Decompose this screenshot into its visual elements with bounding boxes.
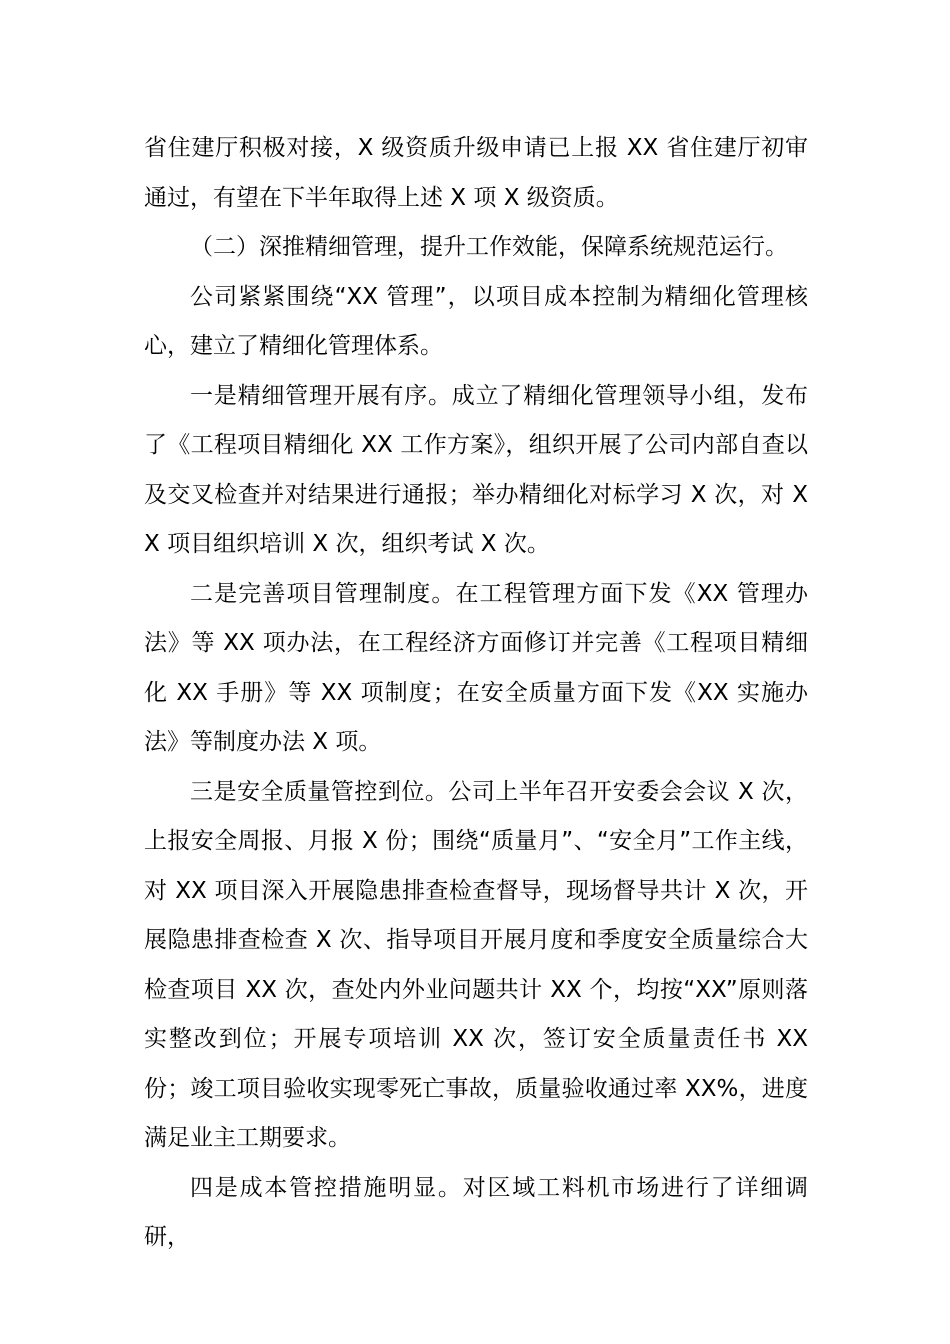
document-body bbox=[144, 124, 808, 1263]
section-heading: （二）深推精细管理，提升工作效能，保障系统规范运行。 bbox=[190, 234, 788, 260]
paragraph-item-two: 二是完善项目管理制度。在工程管理方面下发《XX 管理办法》等 XX 项办法，在工程经济方面修订并完善《工程项目精细化 XX 手册》等 XX 项制度；在安全质量方面下发《XX 实施办法》等制度办法 X 项。 bbox=[144, 580, 808, 755]
paragraph-item-one: 一是精细管理开展有序。成立了精细化管理领导小组，发布了《工程项目精细化 XX 工作方案》，组织开展了公司内部自查以及交叉检查并对结果进行通报；举办精细化对标学习 X 次，对 XX 项目组织培训 X 次，组织考试 X 次。 bbox=[144, 382, 808, 557]
paragraph-item-three: 三是安全质量管控到位。公司上半年召开安委会会议 X 次，上报安全周报、月报 X 份；围绕“质量月”、“安全月”工作主线，对 XX 项目深入开展隐患排查检查督导，现场督导共计 X 次，开展隐患排查检查 X 次、指导项目开展月度和季度安全质量综合大检查项目 XX 次，查处内外业问题共计 XX 个，均按“XX”原则落实整改到位；开展专项培训 XX 次，签订安全质量责任书 XX 份；竣工项目验收实现零死亡事故，质量验收通过率 XX%，进度满足业主工期要求。 bbox=[144, 778, 808, 1151]
paragraph-intro: 公司紧紧围绕“XX 管理”，以项目成本控制为精细化管理核心，建立了精细化管理体系。 bbox=[144, 283, 808, 359]
paragraph-continuation: 省住建厅积极对接，X 级资质升级申请已上报 XX 省住建厅初审通过，有望在下半年取得上述 X 项 X 级资质。 bbox=[144, 135, 808, 211]
paragraph-item-four: 四是成本管控措施明显。对区域工料机市场进行了详细调研， bbox=[144, 1174, 808, 1250]
